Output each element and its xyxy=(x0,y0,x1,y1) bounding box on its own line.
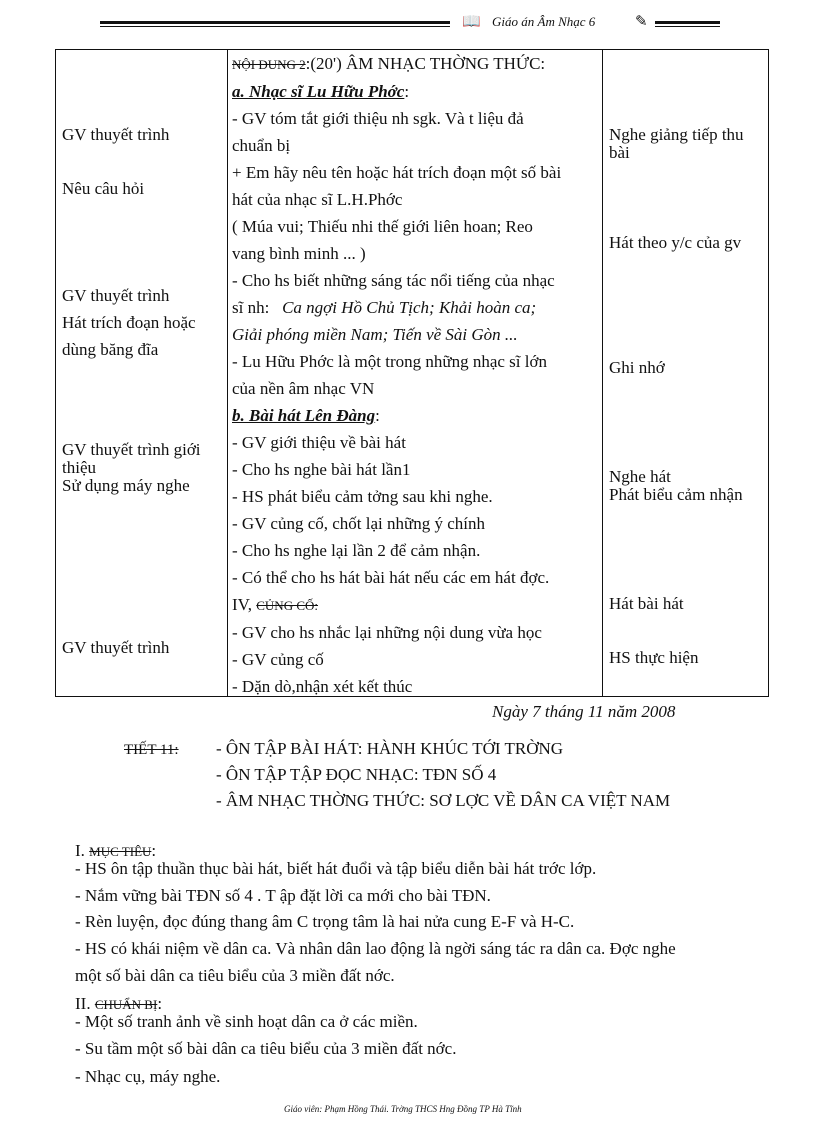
table-divider-2 xyxy=(602,50,603,696)
objective-line: - HS ôn tập thuần thục bài hát, biết hát đuổi và tập biểu diễn bài hát trớc lớp. xyxy=(75,859,597,878)
teacher-activity: GV thuyết trình xyxy=(62,125,170,144)
content-line: của nền âm nhạc VN xyxy=(232,379,375,398)
table-divider-1 xyxy=(227,50,228,696)
content-line: - Dặn dò,nhận xét kết thúc xyxy=(232,677,413,696)
content-line: vang bình minh ... ) xyxy=(232,244,366,263)
teacher-activity: Nêu câu hỏi xyxy=(62,179,145,198)
header-title: Giáo án Âm Nhạc 6 xyxy=(492,14,596,29)
teacher-activity: GV thuyết trình xyxy=(62,286,170,305)
student-activity: Hát theo y/c của gv xyxy=(609,233,742,252)
teacher-activity: thiệu xyxy=(62,458,96,477)
content-line: - GV củng cố xyxy=(232,650,324,669)
content-line: chuẩn bị xyxy=(232,136,291,155)
content-line: Giải phóng miền Nam; Tiến về Sài Gòn ... xyxy=(232,325,518,344)
student-activity: Hát bài hát xyxy=(609,594,684,613)
teacher-activity: GV thuyết trình giới xyxy=(62,440,201,459)
lesson-content xyxy=(232,50,600,700)
tiet-item: - ÂM NHẠC THỜNG THỨC: SƠ LỢC VỀ DÂN CA VIỆT NAM xyxy=(216,791,671,810)
student-activity: Ghi nhớ xyxy=(609,358,665,377)
content-line: + Em hãy nêu tên hoặc hát trích đoạn một số bài xyxy=(232,163,562,182)
subsection-b-title: b. Bài hát Lên Đàng: xyxy=(232,406,380,425)
content-line: - Có thể cho hs hát bài hát nếu các em hát đợc. xyxy=(232,568,550,587)
student-activity: Nghe giảng tiếp thu xyxy=(609,125,744,144)
teacher-activity: dùng băng đĩa xyxy=(62,340,159,359)
header-rule-left-thin xyxy=(100,26,450,27)
content-line: - GV cho hs nhắc lại những nội dung vừa học xyxy=(232,623,542,642)
subsection-a-title: a. Nhạc sĩ Lu Hữu Phớc: xyxy=(232,82,410,101)
preparation-line: - Nhạc cụ, máy nghe. xyxy=(75,1067,221,1086)
student-activity: HS thực hiện xyxy=(609,648,699,667)
objective-line: một số bài dân ca tiêu biểu của 3 miền đất nớc. xyxy=(75,966,395,985)
content-line: - Lu Hữu Phớc là một trong những nhạc sĩ lớn xyxy=(232,352,547,371)
tiet-item: - ÔN TẬP TẬP ĐỌC NHẠC: TĐN SỐ 4 xyxy=(216,765,497,784)
section-chuan-bi-heading: II. CHUẨN BỊ: xyxy=(75,994,163,1013)
section-muc-tieu-heading: I. MỤC TIÊU: xyxy=(75,841,157,860)
header-rule-right-thin xyxy=(655,26,720,27)
header-rule-left xyxy=(100,21,450,24)
content-line: - Cho hs nghe lại lần 2 để cảm nhận. xyxy=(232,541,481,560)
content-line: hát của nhạc sĩ L.H.Phớc xyxy=(232,190,403,209)
pencil-icon: ✎ xyxy=(635,14,648,30)
content-line: - GV giới thiệu về bài hát xyxy=(232,433,406,452)
book-icon: 📖 xyxy=(462,14,481,30)
tiet-heading: TIẾT 11: - ÔN TẬP BÀI HÁT: HÀNH KHÚC TỚI TRỜNG xyxy=(124,739,564,758)
teacher-activity: GV thuyết trình xyxy=(62,638,170,657)
lesson-table xyxy=(55,49,769,697)
content-line: - GV củng cố, chốt lại những ý chính xyxy=(232,514,485,533)
content-line: - GV tóm tắt giới thiệu nh sgk. Và t liệu đả xyxy=(232,109,524,128)
teacher-activity: Hát trích đoạn hoặc xyxy=(62,313,196,332)
student-activity: bài xyxy=(609,143,630,162)
section-iv-heading: IV, CỦNG CỐ: xyxy=(232,595,319,614)
objective-line: - Rèn luyện, đọc đúng thang âm C trọng tâm là hai nửa cung E-F và H-C. xyxy=(75,912,575,931)
content-line: - HS phát biểu cảm tởng sau khi nghe. xyxy=(232,487,493,506)
page-footer: Giáo viên: Phạm Hồng Thái. Trờng THCS Hng Đồng TP Hà Tĩnh xyxy=(284,1104,522,1114)
content-line: ( Múa vui; Thiếu nhi thế giới liên hoan; Reo xyxy=(232,217,533,236)
page-header xyxy=(100,12,720,34)
objective-line: - HS có khái niệm về dân ca. Và nhân dân lao động là ngời sáng tác ra dân ca. Đợc nghe xyxy=(75,939,676,958)
teacher-activity: Sử dụng máy nghe xyxy=(62,476,190,495)
student-activity: Nghe hát xyxy=(609,467,671,486)
objective-line: - Nắm vững bài TĐN số 4 . T ập đặt lời ca mới cho bài TĐN. xyxy=(75,886,491,905)
lesson-date: Ngày 7 tháng 11 năm 2008 xyxy=(492,702,676,721)
student-activity: Phát biểu cảm nhận xyxy=(609,485,743,504)
preparation-line: - Một số tranh ảnh về sinh hoạt dân ca ở các miền. xyxy=(75,1012,418,1031)
content-line: - Cho hs nghe bài hát lần1 xyxy=(232,460,411,479)
content-line: sĩ nh: Ca ngợi Hồ Chủ Tịch; Khải hoàn ca; xyxy=(232,298,537,317)
content-line: - Cho hs biết những sáng tác nổi tiếng của nhạc xyxy=(232,271,555,290)
header-rule-right xyxy=(655,21,720,24)
section-heading: NỘI DUNG 2:(20') ÂM NHẠC THỜNG THỨC: xyxy=(232,54,546,73)
preparation-line: - Su tầm một số bài dân ca tiêu biểu của 3 miền đất nớc. xyxy=(75,1039,457,1058)
